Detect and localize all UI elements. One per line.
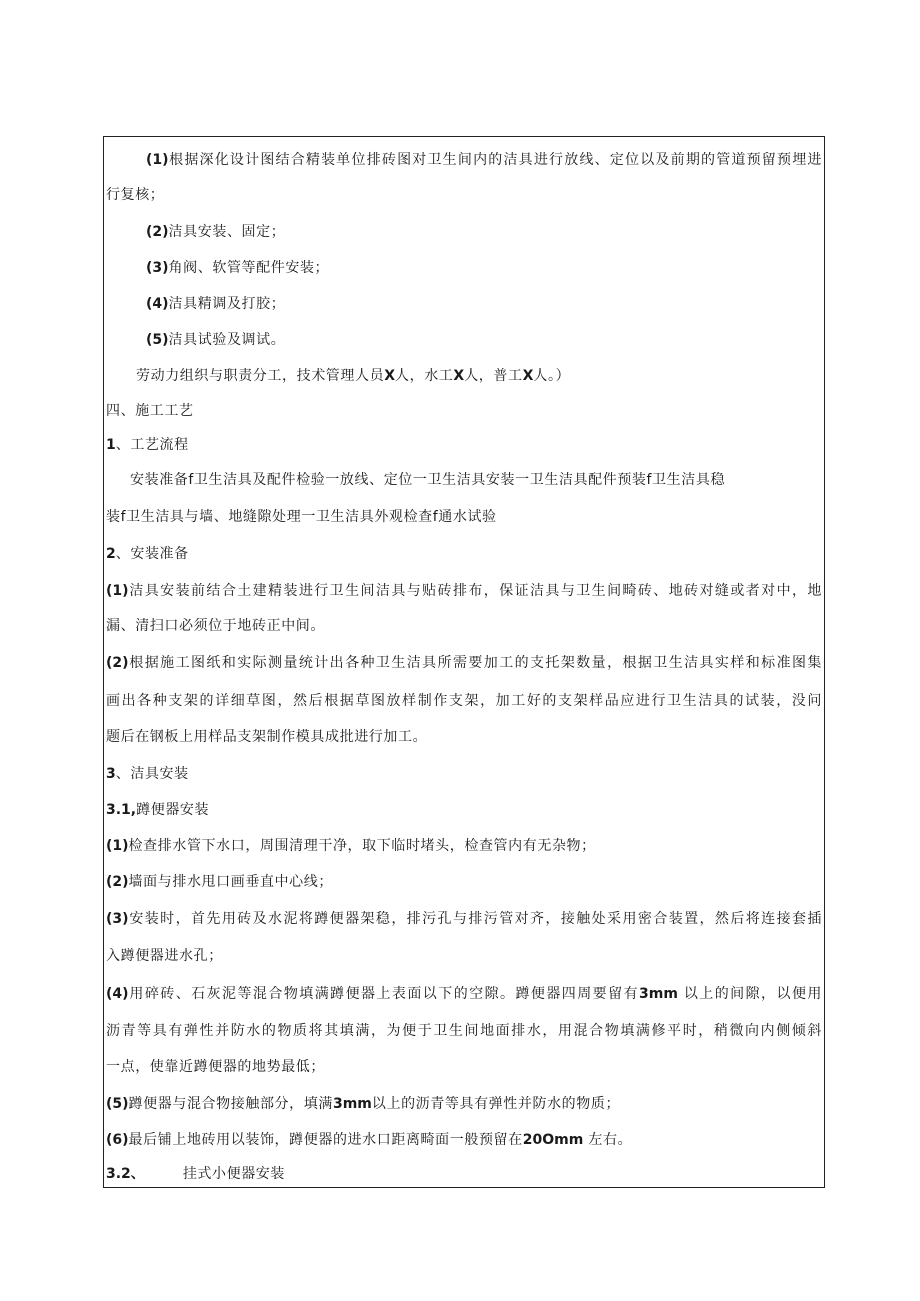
item-4-line-1: (4)用碎砖、石灰泥等混合物填满蹲便器上表面以下的空隙。蹲便器四周要留有3mm 以上的间隙，以便用 bbox=[106, 986, 822, 1002]
prep-1-line-2: 漏、清扫口必须位于地砖正中间。 bbox=[106, 618, 325, 634]
item-3-line-1: (3)安装时，首先用砖及水泥将蹲便器架稳，排污孔与排污管对齐，接触处采用密合装置，然后将连接套插 bbox=[106, 911, 822, 927]
process-flow-line-2: 装f卫生洁具与墙、地缝隙处理一卫生洁具外观检查f通水试验 bbox=[106, 509, 497, 525]
heading-wall-urinal: 3.2、 挂式小便器安装 bbox=[106, 1166, 286, 1182]
step-1-line-1: (1)根据深化设计图结合精装单位排砖图对卫生间内的洁具进行放线、定位以及前期的管道预留预埋进 bbox=[146, 152, 822, 168]
step-4: (4)洁具精调及打胶； bbox=[146, 296, 286, 312]
heading-installation-prep: 2、安装准备 bbox=[106, 546, 189, 562]
step-5: (5)洁具试验及调试。 bbox=[146, 332, 286, 348]
item-6: (6)最后铺上地砖用以装饰，蹲便器的进水口距离畸面一般预留在20Omm 左右。 bbox=[106, 1132, 633, 1148]
item-2: (2)墙面与排水甩口画垂直中心线； bbox=[106, 874, 333, 890]
item-4-line-3: 一点，使靠近蹲便器的地势最低； bbox=[106, 1059, 325, 1075]
heading-fixture-installation: 3、洁具安装 bbox=[106, 766, 189, 782]
process-flow-line-1: 安装准备f卫生洁具及配件检验一放线、定位一卫生洁具安装一卫生洁具配件预装f卫生洁具稳 bbox=[130, 472, 726, 488]
section-4-heading: 四、施工工艺 bbox=[106, 403, 194, 419]
prep-2-line-1: (2)根据施工图纸和实际测量统计出各种卫生洁具所需要加工的支托架数量，根据卫生洁具实样和标准图集 bbox=[106, 655, 822, 671]
labor-allocation: 劳动力组织与职责分工，技术管理人员X人，水工X人，普工X人。） bbox=[136, 368, 571, 384]
step-3: (3)角阀、软管等配件安装； bbox=[146, 260, 330, 276]
item-1: (1)检查排水管下水口，周围清理干净，取下临时堵头，检查管内有无杂物； bbox=[106, 838, 596, 854]
prep-1-line-1: (1)洁具安装前结合土建精装进行卫生间洁具与贴砖排布，保证洁具与卫生间畸砖、地砖对缝或者对中，地 bbox=[106, 583, 822, 599]
prep-2-line-3: 题后在钢板上用样品支架制作模具成批进行加工。 bbox=[106, 729, 428, 745]
prep-2-line-2: 画出各种支架的详细草图，然后根据草图放样制作支架，加工好的支架样品应进行卫生洁具的试装，没问 bbox=[106, 693, 822, 709]
step-1-line-2: 行复核； bbox=[106, 187, 165, 203]
item-5: (5)蹲便器与混合物接触部分，填满3mm以上的沥青等具有弹性并防水的物质； bbox=[106, 1096, 621, 1112]
heading-squat-toilet: 3.1,蹲便器安装 bbox=[106, 802, 210, 818]
step-2: (2)洁具安装、固定； bbox=[146, 224, 286, 240]
heading-process-flow: 1、工艺流程 bbox=[106, 437, 189, 453]
item-4-line-2: 沥青等具有弹性并防水的物质将其填满，为便于卫生间地面排水，用混合物填满修平时，稍微向内侧倾斜 bbox=[106, 1023, 822, 1039]
item-3-line-2: 入蹲便器进水孔； bbox=[106, 948, 223, 964]
